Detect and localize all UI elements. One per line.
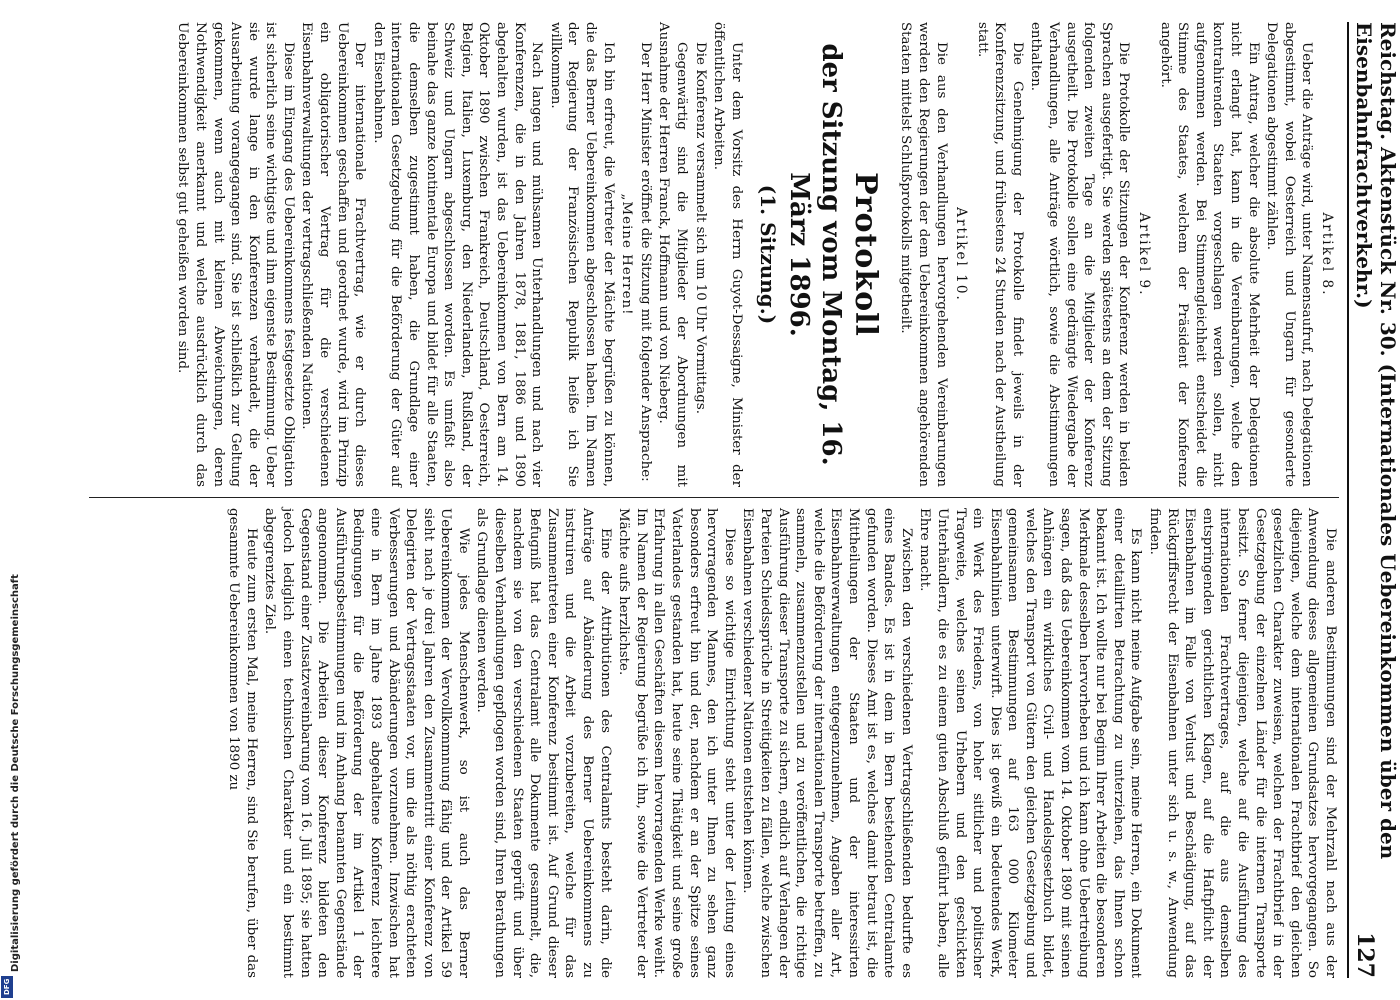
- rotated-document-page: [86, 0, 1400, 1000]
- paragraph: Die aus den Verhandlungen hervorgehenden Vereinbarungen werden den Regierungen der dem Uebereinkommen angehörenden Staaten mittelst Schlußprotokolls mitgetheilt.: [898, 22, 949, 487]
- left-column: [89, 22, 1339, 487]
- right-column: [89, 508, 1339, 978]
- protocol-title: Protokoll: [847, 172, 883, 337]
- paragraph: Ein Antrag, welcher die absolute Mehrheit der Delegationen nicht erlangt hat, kann in die Vereinbarungen, welche den kontrahirenden Staaten vorgeschlagen werden sollen, nicht aufgenommen werden. Bei Stimmengleichheit entscheidet die Stimme des Staates, welchem der Präsident der Konferenz angehört.: [1157, 22, 1261, 487]
- protocol-subtitle: der Sitzung vom Montag, 16. März 1896.: [783, 43, 846, 466]
- paragraph: Gegenwärtig sind die Mitglieder der Abordnungen mit Ausnahme der Herren Franck, Hoffmann und von Nieberg.: [656, 22, 689, 487]
- paragraph: Ueber die Anträge wird, unter Namensaufruf, nach Delegationen abgestimmt, wobei Oesterreich und Ungarn für gesonderte Delegationen abgestimmt zählen.: [1264, 22, 1315, 487]
- digitization-note: Digitalisierung gefördert durch die Deutsche Forschungsgemeinschaft: [10, 574, 21, 972]
- column-divider: [89, 497, 1339, 498]
- paragraph: Die Genehmigung der Protokolle findet jeweils in der Konferenzsitzung, und frühestens 24 Stunden nach der Austheilung statt.: [974, 22, 1025, 487]
- salutation: „Meine Herren!: [619, 193, 635, 316]
- protocol-session: (1. Sitzung.): [755, 184, 780, 325]
- paragraph: Nach langen und mühsamen Unterhandlungen und nach vier Konferenzen, die in den Jahren 1878, 1881, 1886 und 1890 abgehalten wurden, ist das Uebereinkommen von Bern am 14. Oktober 1890 zwischen Frankreich, Deutschland, Oesterreich, Belgien, Italien, Luxemburg, den Niederlanden, Rußland, der Schweiz und Ungarn abgeschlossen worden. Es umfaßt also beinahe das ganze kontinentale Europa und bildet für alle Staaten, die demselben zugestimmt haben, die Grundlage einer internationalen Gesetzgebung für die Beförderung der Güter auf den Eisenbahnen.: [370, 22, 545, 487]
- paragraph: Ich bin erfreut, die Vertreter der Mächte begrüßen zu können, die das Berner Uebereinkommen abgeschlossen haben. Im Namen der Regierung der Französischen Republik heiße ich Sie willkommen.: [547, 22, 616, 487]
- paragraph: Diese so wichtige Einrichtung steht unter der Leitung eines hervorragenden Mannes, den ich unter Ihnen zu sehen ganz besonders erfreut bin und der, nachdem er an der Spitze seines Vaterlandes gestanden hat, heute seine Thätigkeit und seine große Erfahrung in allen Geschäften diesem hervorragenden Werke weiht. Im Namen der Regierung begrüße ich ihn, sowie die Vertreter der Mächte aufs herzlichste.: [616, 508, 737, 978]
- paragraph: Die Protokolle der Sitzungen der Konferenz werden in beiden Sprachen ausgefertigt. Sie werden spätestens an dem der Sitzung folgenden zweiten Tage an die Mitglieder der Konferenz ausgetheilt. Die Protokolle sollen eine gedrängte Wiedergabe der Verhandlungen, alle Anträge wörtlich, sowie die Abstimmungen enthalten.: [1028, 22, 1132, 487]
- page-number: 127: [1352, 932, 1378, 978]
- paragraph: Unter dem Vorsitz des Herrn Guyot-Dessaigne, Minister der öffentlichen Arbeiten.: [711, 22, 744, 487]
- paragraph: Eine der Attributionen des Centralamts besteht darin, die Anträge auf Abänderung des Berner Uebereinkommens zu instruiren und die Arbeit vorzubereiten, welche für das Zusammentreten einer Konferenz bestimmt ist. Auf Grund dieser Befugniß hat das Centralamt alle Dokumente gesammelt, die, nachdem sie von den verschiedenen Staaten geprüft und über dieselben Verhandlungen gepflogen worden sind, Ihren Berathungen als Grundlage dienen werden.: [474, 508, 613, 978]
- article-10-heading: Artikel 10.: [953, 207, 970, 302]
- digitization-strip: [0, 0, 21, 1000]
- paragraph: Der internationale Frachtvertrag, wie er durch dieses Uebereinkommen geschaffen und geordnet wurde, wird im Prinzip ein obligatorischer Vertrag für die verschiedenen Eisenbahnverwaltungen der vertragschließenden Nationen.: [299, 22, 368, 487]
- article-9-heading: Artikel 9.: [1136, 212, 1153, 297]
- header-title: Reichstag. Aktenstück Nr. 30. (Internationales Uebereinkommen über den Eisenbahnfrachtverkehr.): [1352, 22, 1400, 860]
- paragraph: Der Herr Minister eröffnet die Sitzung mit folgender Ansprache:: [637, 42, 653, 482]
- paragraph: Die Konferenz versammelt sich um 10 Uhr Vormittags.: [692, 42, 708, 414]
- paragraph: Diese im Eingang des Uebereinkommens festgesetzte Obligation ist sicherlich seine wichtigste und ihm eigenste Bestimmung. Ueber sie wurde lange in den Konferenzen verhandelt, die der Ausarbeitung vorangegangen sind. Sie ist schließlich zur Geltung gekommen, wenn auch mit kleinen Abweichungen, deren Nothwendigkeit anerkannt und welche ausdrücklich durch das Uebereinkommen selbst gut geheißen worden sind.: [175, 22, 296, 487]
- paragraph: Zwischen den verschiedenen Vertragschließenden bedurfte es eines Bandes. Es ist in dem in Bern bestehenden Centralamte gefunden worden. Dieses Amt ist es, welches damit betraut ist, die Mittheilungen der Staaten und der interessirten Eisenbahnverwaltungen entgegenzunehmen, Angaben aller Art, welche die Beförderung der internationalen Transporte betreffen, zu sammeln, zusammenzustellen und zu veröffentlichen, die richtige Ausführung dieser Transporte zu sichern, endlich auf Verlangen der Parteien Schiedssprüche in Streitigkeiten zu fällen, welche zwischen Eisenbahnen verschiedener Nationen entstehen können.: [740, 508, 914, 978]
- paragraph: Wie jedes Menschenwerk, so ist auch das Berner Uebereinkommen der Vervollkommnung fähig und der Artikel 59 sieht nach je drei Jahren den Zusammentritt einer Konferenz von Delegirten der Vertragsstaaten vor, um die als nöthig erachteten Verbesserungen und Abänderungen vorzunehmen. Inzwischen hat eine in Bern im Jahre 1893 abgehaltene Konferenz leichtere Bedingungen für die Beförderung der im Artikel 1 der Ausführungsbestimmungen und im Anhang benannten Gegenstände angenommen. Die Arbeiten dieser Konferenz bildeten den Gegenstand einer Zusatzvereinbarung vom 16. Juli 1895; sie hatten jedoch lediglich einen technischen Charakter und ein bestimmt abgegrenztes Ziel.: [262, 508, 471, 978]
- dfg-logo: DFG: [1, 976, 13, 998]
- page-header: [1347, 22, 1400, 978]
- digitization-note-container: [0, 0, 21, 1000]
- paragraph: Es kann nicht meine Aufgabe sein, meine Herren, ein Dokument einer detaillirten Betrachtung zu unterziehen, das Ihnen schon bekannt ist. Ich wollte nur bei Beginn Ihrer Arbeiten die besonderen Merkmale desselben hervorheben und ich kann ohne Uebertreibung sagen, daß das Uebereinkommen vom 14. Oktober 1890 mit seinen Anhängen ein wirkliches Civil- und Handelsgesetzbuch bildet, welches den Transport von Gütern den gleichen Gesetzgebung und gemeinsamen Bestimmungen auf 163 000 Kilometer Eisenbahnlinien unterwirft. Dies ist gewiß ein bedeutendes Werk, ein Werk des Friedens, von hoher sittlicher und politischer Tragweite, welches seinen Urhebern und den geschickten Unterhändlern, die es zu einem guten Abschluß geführt haben, alle Ehre macht.: [917, 508, 1144, 978]
- paragraph: Heute zum ersten Mal, meine Herren, sind Sie berufen, über das gesammte Uebereinkommen von 1890 zu: [226, 508, 259, 978]
- article-8-heading: Artikel 8.: [1319, 212, 1335, 297]
- paragraph: Die anderen Bestimmungen sind der Mehrzahl nach aus der Anwendung dieses allgemeinen Grundsatzes hervorgegangen. So diejenigen, welche dem internationalen Frachtbrief den gleichen gesetzlichen Charakter zuweisen, welchen der Frachtbrief in der Gesetzgebung der einzelnen Länder für die internen Transporte besitzt. So ferner diejenigen, welche auf die Ausführung des internationalen Frachtvertrages, auf die aus demselben entspringenden gerichtlichen Klagen, auf die Haftpflicht der Eisenbahnen im Falle von Verlust und Beschädigung, auf das Rückgriffsrecht der Eisenbahnen unter sich u. s. w., Anwendung finden.: [1147, 508, 1338, 978]
